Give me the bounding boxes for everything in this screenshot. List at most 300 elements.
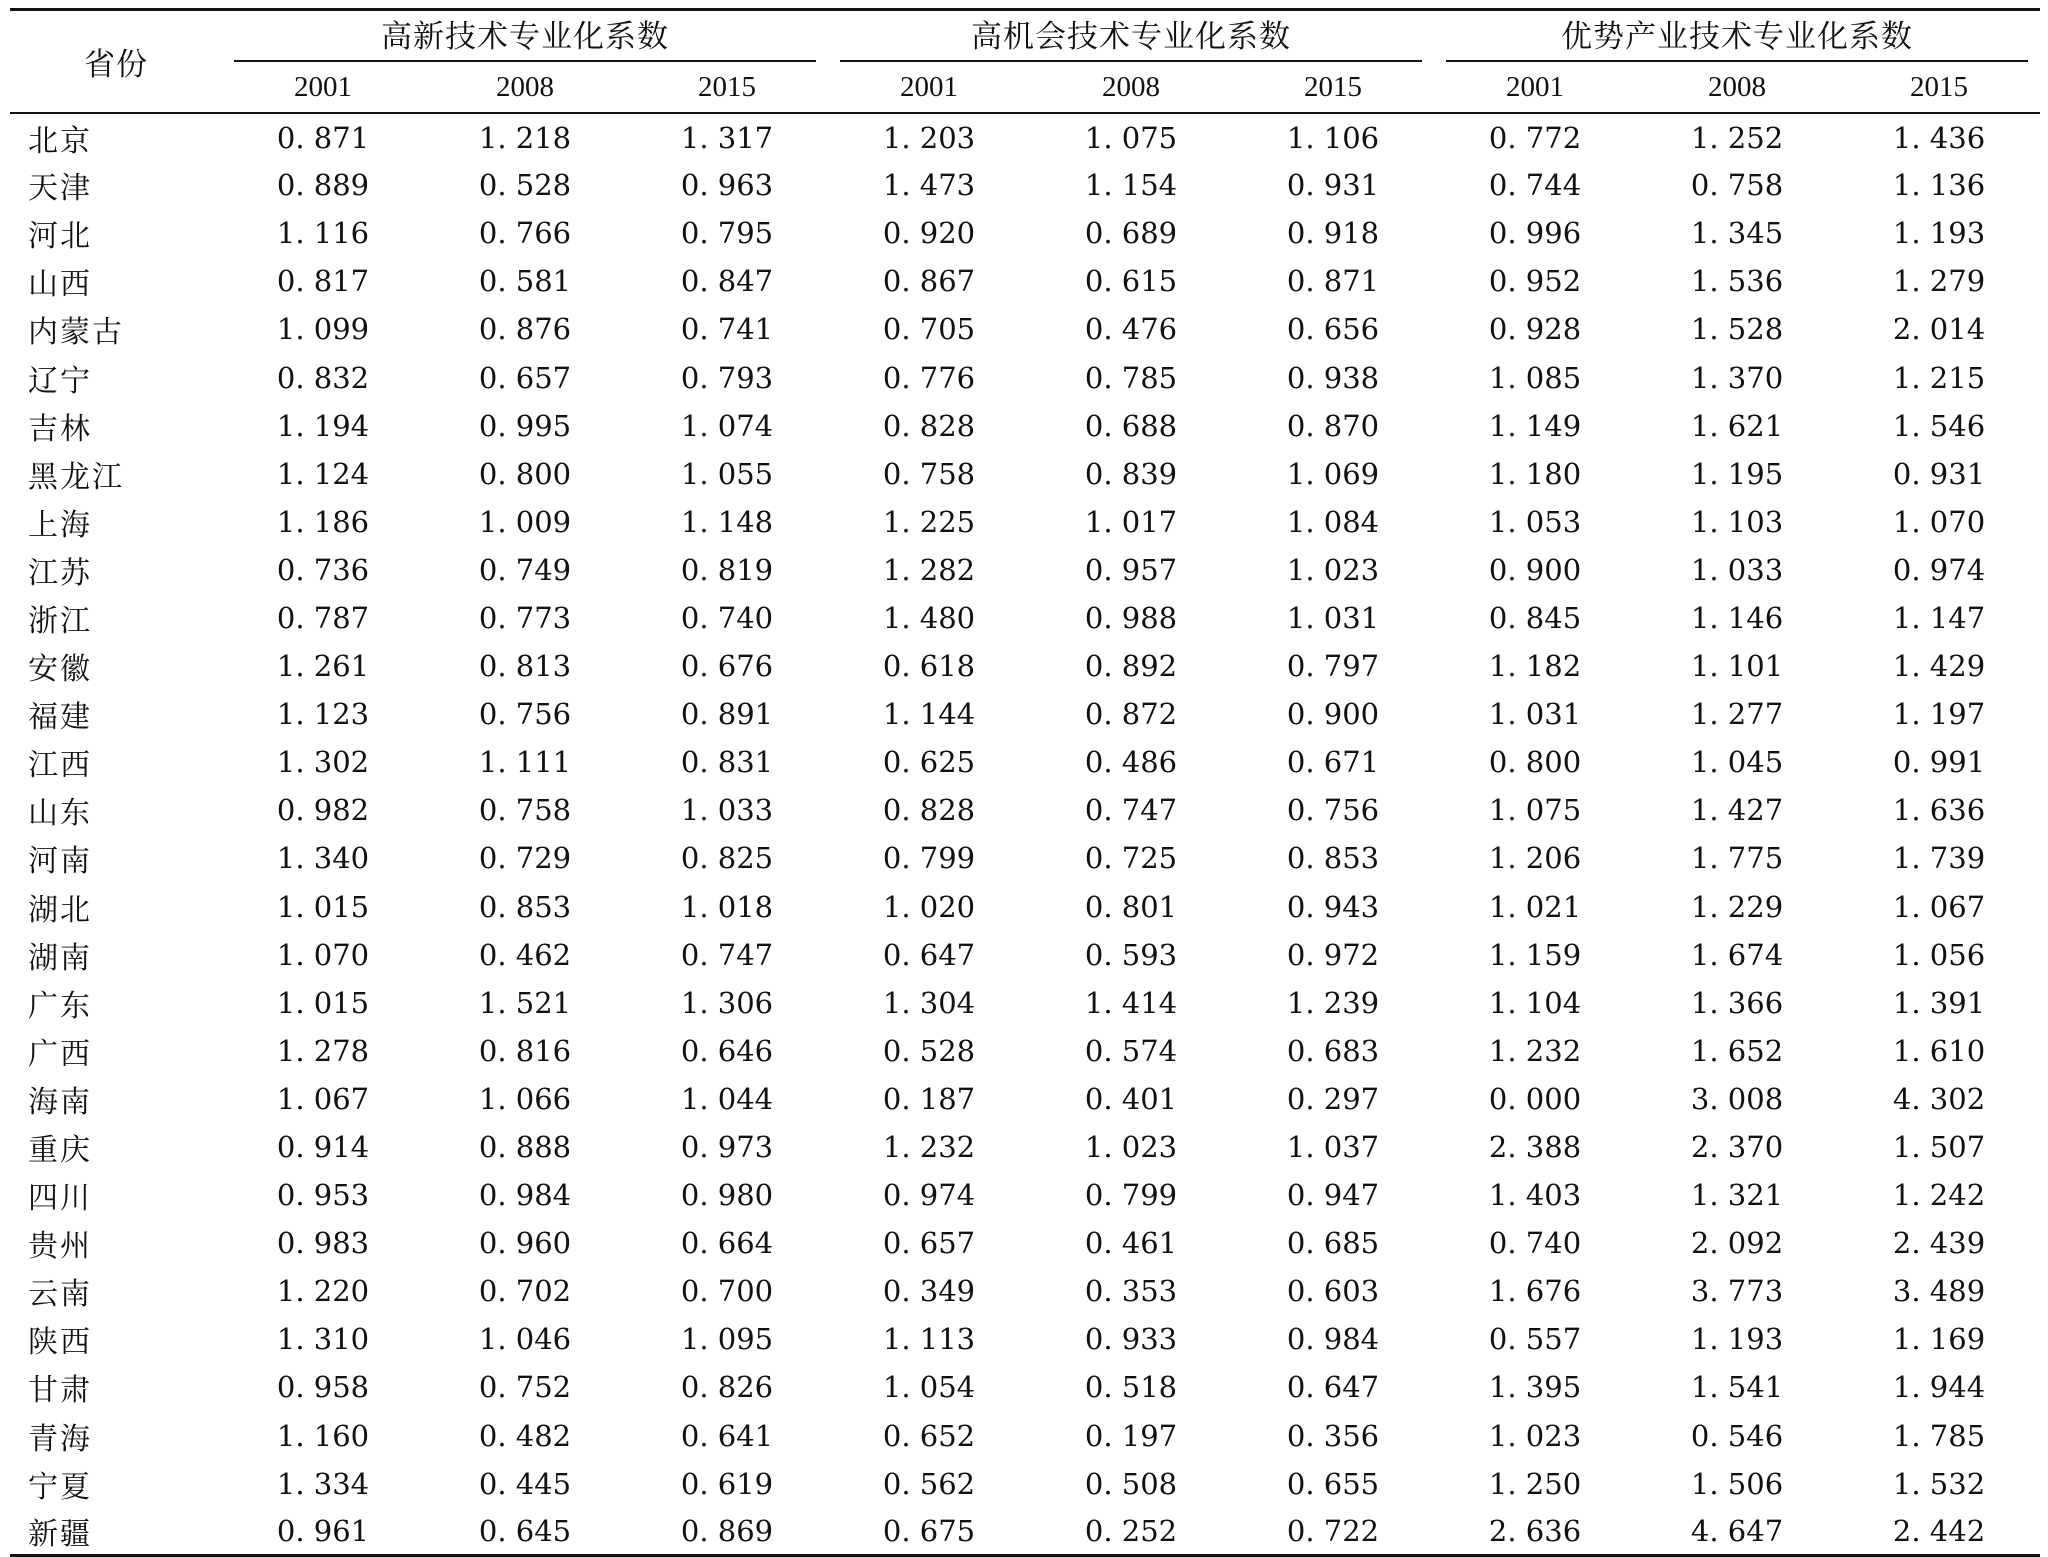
table-row <box>10 979 2040 1027</box>
value-cell: 0. 816 <box>478 1033 572 1068</box>
value-cell: 0. 766 <box>478 216 572 251</box>
value-cell: 0. 995 <box>478 408 572 443</box>
value-cell: 0. 557 <box>1488 1322 1582 1357</box>
value-cell: 0. 625 <box>882 745 976 780</box>
value-cell: 1. 169 <box>1892 1322 1986 1357</box>
value-cell: 0. 461 <box>1084 1226 1178 1261</box>
value-cell: 1. 340 <box>276 841 370 876</box>
value-cell: 0. 871 <box>276 120 370 155</box>
province-cell: 黑龙江 <box>28 459 124 495</box>
value-cell: 2. 092 <box>1690 1226 1784 1261</box>
value-cell: 4. 302 <box>1892 1081 1986 1116</box>
value-cell: 0. 740 <box>680 600 774 635</box>
value-cell: 0. 889 <box>276 168 370 203</box>
value-cell: 0. 900 <box>1488 552 1582 587</box>
value-cell: 0. 664 <box>680 1226 774 1261</box>
value-cell: 0. 793 <box>680 360 774 395</box>
value-cell: 1. 106 <box>1286 120 1380 155</box>
value-cell: 1. 194 <box>276 408 370 443</box>
province-cell: 福建 <box>28 700 92 736</box>
value-cell: 1. 154 <box>1084 168 1178 203</box>
value-cell: 0. 187 <box>882 1081 976 1116</box>
value-cell: 0. 657 <box>882 1226 976 1261</box>
value-cell: 0. 353 <box>1084 1274 1178 1309</box>
value-cell: 2. 014 <box>1892 312 1986 347</box>
value-cell: 0. 652 <box>882 1418 976 1453</box>
province-cell: 湖南 <box>28 940 92 976</box>
value-cell: 1. 279 <box>1892 264 1986 299</box>
value-cell: 0. 853 <box>478 889 572 924</box>
value-cell: 1. 536 <box>1690 264 1784 299</box>
value-cell: 1. 085 <box>1488 360 1582 395</box>
value-cell: 1. 095 <box>680 1322 774 1357</box>
value-cell: 1. 239 <box>1286 985 1380 1020</box>
value-cell: 2. 636 <box>1488 1514 1582 1549</box>
value-cell: 2. 439 <box>1892 1226 1986 1261</box>
value-cell: 1. 739 <box>1892 841 1986 876</box>
table-row <box>10 1123 2040 1171</box>
value-cell: 1. 334 <box>276 1466 370 1501</box>
value-cell: 0. 958 <box>276 1370 370 1405</box>
value-cell: 1. 054 <box>882 1370 976 1405</box>
year-header: 2015 <box>698 70 756 103</box>
table-row <box>10 1027 2040 1075</box>
table-row <box>10 546 2040 594</box>
value-cell: 0. 800 <box>478 456 572 491</box>
value-cell: 3. 773 <box>1690 1274 1784 1309</box>
value-cell: 0. 991 <box>1892 745 1986 780</box>
value-cell: 1. 015 <box>276 889 370 924</box>
year-header: 2001 <box>1506 70 1565 103</box>
value-cell: 1. 282 <box>882 552 976 587</box>
value-cell: 0. 983 <box>276 1226 370 1261</box>
value-cell: 1. 182 <box>1488 649 1582 684</box>
value-cell: 0. 920 <box>882 216 976 251</box>
value-cell: 0. 918 <box>1286 216 1380 251</box>
value-cell: 0. 928 <box>1488 312 1582 347</box>
value-cell: 0. 486 <box>1084 745 1178 780</box>
value-cell: 0. 982 <box>276 793 370 828</box>
value-cell: 0. 702 <box>478 1274 572 1309</box>
table-row <box>10 450 2040 498</box>
value-cell: 1. 193 <box>1690 1322 1784 1357</box>
value-cell: 1. 017 <box>1084 504 1178 539</box>
value-cell: 0. 518 <box>1084 1370 1178 1405</box>
value-cell: 1. 252 <box>1690 120 1784 155</box>
province-cell: 贵州 <box>28 1229 92 1265</box>
value-cell: 0. 252 <box>1084 1514 1178 1549</box>
value-cell: 0. 744 <box>1488 168 1582 203</box>
province-cell: 湖北 <box>28 892 92 928</box>
value-cell: 1. 473 <box>882 168 976 203</box>
province-cell: 山东 <box>28 796 92 832</box>
value-cell: 0. 619 <box>680 1466 774 1501</box>
value-cell: 0. 980 <box>680 1178 774 1213</box>
value-cell: 1. 232 <box>1488 1033 1582 1068</box>
value-cell: 1. 149 <box>1488 408 1582 443</box>
value-cell: 1. 160 <box>276 1418 370 1453</box>
table-row <box>10 305 2040 353</box>
value-cell: 0. 800 <box>1488 745 1582 780</box>
value-cell: 0. 689 <box>1084 216 1178 251</box>
province-cell: 陕西 <box>28 1325 92 1361</box>
value-cell: 0. 869 <box>680 1514 774 1549</box>
value-cell: 0. 831 <box>680 745 774 780</box>
table-row <box>10 257 2040 305</box>
value-cell: 1. 370 <box>1690 360 1784 395</box>
value-cell: 0. 888 <box>478 1130 572 1165</box>
value-cell: 0. 797 <box>1286 649 1380 684</box>
value-cell: 1. 023 <box>1084 1130 1178 1165</box>
province-cell: 广西 <box>28 1036 92 1072</box>
value-cell: 0. 603 <box>1286 1274 1380 1309</box>
year-header: 2001 <box>900 70 958 103</box>
value-cell: 1. 124 <box>276 456 370 491</box>
value-cell: 1. 206 <box>1488 841 1582 876</box>
value-cell: 1. 197 <box>1892 697 1986 732</box>
value-cell: 1. 067 <box>276 1081 370 1116</box>
year-header-row <box>10 62 2040 113</box>
value-cell: 0. 931 <box>1286 168 1380 203</box>
table-row <box>10 1315 2040 1363</box>
value-cell: 1. 278 <box>276 1033 370 1068</box>
value-cell: 0. 938 <box>1286 360 1380 395</box>
value-cell: 1. 261 <box>276 649 370 684</box>
value-cell: 0. 799 <box>1084 1178 1178 1213</box>
value-cell: 1. 053 <box>1488 504 1582 539</box>
table-row <box>10 1363 2040 1411</box>
value-cell: 1. 345 <box>1690 216 1784 251</box>
value-cell: 0. 655 <box>1286 1466 1380 1501</box>
province-cell: 山西 <box>28 267 92 303</box>
value-cell: 1. 074 <box>680 408 774 443</box>
value-cell: 0. 828 <box>882 793 976 828</box>
value-cell: 1. 069 <box>1286 456 1380 491</box>
province-cell: 北京 <box>28 123 92 159</box>
province-cell: 辽宁 <box>28 363 92 399</box>
value-cell: 1. 242 <box>1892 1178 1986 1213</box>
value-cell: 0. 839 <box>1084 456 1178 491</box>
value-cell: 1. 147 <box>1892 600 1986 635</box>
value-cell: 0. 872 <box>1084 697 1178 732</box>
value-cell: 1. 317 <box>680 120 774 155</box>
value-cell: 0. 914 <box>276 1130 370 1165</box>
value-cell: 1. 304 <box>882 985 976 1020</box>
value-cell: 1. 055 <box>680 456 774 491</box>
table-row <box>10 594 2040 642</box>
value-cell: 1. 610 <box>1892 1033 1986 1068</box>
value-cell: 1. 195 <box>1690 456 1784 491</box>
value-cell: 0. 832 <box>276 360 370 395</box>
table-row <box>10 738 2040 786</box>
value-cell: 0. 758 <box>882 456 976 491</box>
province-cell: 天津 <box>28 171 92 207</box>
value-cell: 1. 159 <box>1488 937 1582 972</box>
value-cell: 1. 652 <box>1690 1033 1784 1068</box>
value-cell: 1. 302 <box>276 745 370 780</box>
province-cell: 重庆 <box>28 1133 92 1169</box>
value-cell: 0. 671 <box>1286 745 1380 780</box>
value-cell: 0. 615 <box>1084 264 1178 299</box>
value-cell: 1. 123 <box>276 697 370 732</box>
value-cell: 1. 144 <box>882 697 976 732</box>
value-cell: 1. 218 <box>478 120 572 155</box>
value-cell: 2. 442 <box>1892 1514 1986 1549</box>
value-cell: 1. 203 <box>882 120 976 155</box>
value-cell: 1. 220 <box>276 1274 370 1309</box>
province-cell: 海南 <box>28 1084 92 1120</box>
province-cell: 青海 <box>28 1421 92 1457</box>
value-cell: 0. 749 <box>478 552 572 587</box>
value-cell: 0. 683 <box>1286 1033 1380 1068</box>
value-cell: 0. 705 <box>882 312 976 347</box>
value-cell: 1. 037 <box>1286 1130 1380 1165</box>
value-cell: 1. 104 <box>1488 985 1582 1020</box>
value-cell: 0. 722 <box>1286 1514 1380 1549</box>
value-cell: 1. 215 <box>1892 360 1986 395</box>
value-cell: 0. 756 <box>1286 793 1380 828</box>
value-cell: 0. 787 <box>276 600 370 635</box>
value-cell: 0. 957 <box>1084 552 1178 587</box>
value-cell: 0. 000 <box>1488 1081 1582 1116</box>
value-cell: 1. 103 <box>1690 504 1784 539</box>
value-cell: 0. 943 <box>1286 889 1380 924</box>
table-row <box>10 353 2040 401</box>
value-cell: 1. 532 <box>1892 1466 1986 1501</box>
value-cell: 0. 867 <box>882 264 976 299</box>
value-cell: 1. 136 <box>1892 168 1986 203</box>
value-cell: 1. 075 <box>1488 793 1582 828</box>
table-row <box>10 642 2040 690</box>
province-cell: 江苏 <box>28 555 92 591</box>
value-cell: 1. 427 <box>1690 793 1784 828</box>
value-cell: 1. 636 <box>1892 793 1986 828</box>
group-header-high-opportunity <box>828 10 1434 63</box>
value-cell: 0. 736 <box>276 552 370 587</box>
value-cell: 0. 813 <box>478 649 572 684</box>
table-row <box>10 1460 2040 1508</box>
year-header: 2015 <box>1304 70 1363 103</box>
value-cell: 0. 482 <box>478 1418 572 1453</box>
value-cell: 1. 113 <box>882 1322 976 1357</box>
value-cell: 1. 229 <box>1690 889 1784 924</box>
value-cell: 0. 871 <box>1286 264 1380 299</box>
value-cell: 0. 825 <box>680 841 774 876</box>
value-cell: 1. 507 <box>1892 1130 1986 1165</box>
table-row <box>10 1267 2040 1315</box>
value-cell: 0. 801 <box>1084 889 1178 924</box>
table-row <box>10 209 2040 257</box>
value-cell: 0. 961 <box>276 1514 370 1549</box>
table-row <box>10 402 2040 450</box>
value-cell: 0. 892 <box>1084 649 1178 684</box>
value-cell: 1. 436 <box>1892 120 1986 155</box>
value-cell: 1. 391 <box>1892 985 1986 1020</box>
value-cell: 1. 018 <box>680 889 774 924</box>
table-row <box>10 834 2040 882</box>
value-cell: 1. 250 <box>1488 1466 1582 1501</box>
table-row <box>10 1219 2040 1267</box>
value-cell: 1. 033 <box>1690 552 1784 587</box>
value-cell: 1. 031 <box>1488 697 1582 732</box>
province-cell: 河北 <box>28 219 92 255</box>
value-cell: 1. 066 <box>478 1081 572 1116</box>
value-cell: 0. 729 <box>478 841 572 876</box>
value-cell: 1. 414 <box>1084 985 1178 1020</box>
value-cell: 1. 785 <box>1892 1418 1986 1453</box>
value-cell: 0. 297 <box>1286 1081 1380 1116</box>
value-cell: 1. 148 <box>680 504 774 539</box>
year-header: 2008 <box>1102 70 1160 103</box>
value-cell: 1. 306 <box>680 985 774 1020</box>
value-cell: 1. 674 <box>1690 937 1784 972</box>
value-cell: 0. 641 <box>680 1418 774 1453</box>
value-cell: 0. 647 <box>882 937 976 972</box>
province-cell: 甘肃 <box>28 1373 92 1409</box>
province-cell: 宁夏 <box>28 1469 92 1505</box>
value-cell: 0. 462 <box>478 937 572 972</box>
province-column-header: 省份 <box>84 47 148 83</box>
value-cell: 1. 044 <box>680 1081 774 1116</box>
value-cell: 0. 546 <box>1690 1418 1784 1453</box>
value-cell: 1. 075 <box>1084 120 1178 155</box>
province-cell: 河南 <box>28 844 92 880</box>
value-cell: 0. 756 <box>478 697 572 732</box>
value-cell: 0. 974 <box>882 1178 976 1213</box>
value-cell: 0. 870 <box>1286 408 1380 443</box>
province-cell: 广东 <box>28 988 92 1024</box>
value-cell: 0. 960 <box>478 1226 572 1261</box>
value-cell: 0. 891 <box>680 697 774 732</box>
value-cell: 0. 974 <box>1892 552 1986 587</box>
value-cell: 0. 828 <box>882 408 976 443</box>
value-cell: 1. 366 <box>1690 985 1784 1020</box>
value-cell: 1. 310 <box>276 1322 370 1357</box>
table-header <box>10 10 2040 114</box>
value-cell: 1. 084 <box>1286 504 1380 539</box>
value-cell: 0. 645 <box>478 1514 572 1549</box>
province-cell: 云南 <box>28 1277 92 1313</box>
value-cell: 2. 370 <box>1690 1130 1784 1165</box>
value-cell: 0. 725 <box>1084 841 1178 876</box>
value-cell: 1. 277 <box>1690 697 1784 732</box>
value-cell: 1. 186 <box>276 504 370 539</box>
value-cell: 0. 799 <box>882 841 976 876</box>
value-cell: 0. 984 <box>478 1178 572 1213</box>
value-cell: 0. 685 <box>1286 1226 1380 1261</box>
value-cell: 0. 581 <box>478 264 572 299</box>
value-cell: 0. 445 <box>478 1466 572 1501</box>
value-cell: 1. 045 <box>1690 745 1784 780</box>
value-cell: 1. 528 <box>1690 312 1784 347</box>
value-cell: 1. 944 <box>1892 1370 1986 1405</box>
value-cell: 1. 067 <box>1892 889 1986 924</box>
value-cell: 0. 656 <box>1286 312 1380 347</box>
year-header: 2008 <box>496 70 554 103</box>
specialization-table-container <box>10 8 2040 1557</box>
value-cell: 0. 933 <box>1084 1322 1178 1357</box>
value-cell: 1. 023 <box>1488 1418 1582 1453</box>
value-cell: 1. 033 <box>680 793 774 828</box>
value-cell: 0. 401 <box>1084 1081 1178 1116</box>
year-header: 2015 <box>1910 70 1969 103</box>
group-header-label: 优势产业技术专业化系数 <box>1446 11 2028 62</box>
year-header: 2008 <box>1708 70 1767 103</box>
value-cell: 0. 562 <box>882 1466 976 1501</box>
value-cell: 1. 021 <box>1488 889 1582 924</box>
value-cell: 1. 116 <box>276 216 370 251</box>
value-cell: 0. 845 <box>1488 600 1582 635</box>
value-cell: 2. 388 <box>1488 1130 1582 1165</box>
province-cell: 浙江 <box>28 603 92 639</box>
value-cell: 1. 099 <box>276 312 370 347</box>
value-cell: 0. 984 <box>1286 1322 1380 1357</box>
value-cell: 1. 429 <box>1892 649 1986 684</box>
value-cell: 4. 647 <box>1690 1514 1784 1549</box>
province-cell: 上海 <box>28 507 92 543</box>
value-cell: 0. 349 <box>882 1274 976 1309</box>
table-body <box>10 113 2040 1556</box>
value-cell: 1. 232 <box>882 1130 976 1165</box>
value-cell: 0. 700 <box>680 1274 774 1309</box>
province-cell: 江西 <box>28 748 92 784</box>
value-cell: 0. 876 <box>478 312 572 347</box>
value-cell: 0. 675 <box>882 1514 976 1549</box>
value-cell: 1. 101 <box>1690 649 1784 684</box>
value-cell: 1. 541 <box>1690 1370 1784 1405</box>
table-row <box>10 161 2040 209</box>
year-header: 2001 <box>294 70 352 103</box>
value-cell: 0. 752 <box>478 1370 572 1405</box>
value-cell: 0. 356 <box>1286 1418 1380 1453</box>
table-row <box>10 931 2040 979</box>
value-cell: 1. 321 <box>1690 1178 1784 1213</box>
table-row <box>10 113 2040 161</box>
group-header-label: 高机会技术专业化系数 <box>840 11 1422 62</box>
value-cell: 1. 225 <box>882 504 976 539</box>
table-row <box>10 883 2040 931</box>
value-cell: 1. 180 <box>1488 456 1582 491</box>
value-cell: 0. 747 <box>680 937 774 972</box>
value-cell: 0. 900 <box>1286 697 1380 732</box>
value-cell: 0. 574 <box>1084 1033 1178 1068</box>
table-row <box>10 690 2040 738</box>
table-row <box>10 1075 2040 1123</box>
value-cell: 1. 015 <box>276 985 370 1020</box>
province-cell: 新疆 <box>28 1517 92 1553</box>
province-cell: 内蒙古 <box>28 315 124 351</box>
value-cell: 0. 758 <box>478 793 572 828</box>
table-row <box>10 498 2040 546</box>
table-row <box>10 1412 2040 1460</box>
value-cell: 0. 740 <box>1488 1226 1582 1261</box>
table-row <box>10 786 2040 834</box>
value-cell: 1. 395 <box>1488 1370 1582 1405</box>
province-cell: 安徽 <box>28 652 92 688</box>
group-header-advantage-industry <box>1434 10 2040 63</box>
value-cell: 0. 972 <box>1286 937 1380 972</box>
value-cell: 0. 973 <box>680 1130 774 1165</box>
value-cell: 1. 521 <box>478 985 572 1020</box>
value-cell: 1. 020 <box>882 889 976 924</box>
value-cell: 1. 070 <box>1892 504 1986 539</box>
province-cell: 吉林 <box>28 411 92 447</box>
value-cell: 0. 476 <box>1084 312 1178 347</box>
value-cell: 0. 931 <box>1892 456 1986 491</box>
value-cell: 0. 647 <box>1286 1370 1380 1405</box>
value-cell: 0. 741 <box>680 312 774 347</box>
value-cell: 0. 996 <box>1488 216 1582 251</box>
